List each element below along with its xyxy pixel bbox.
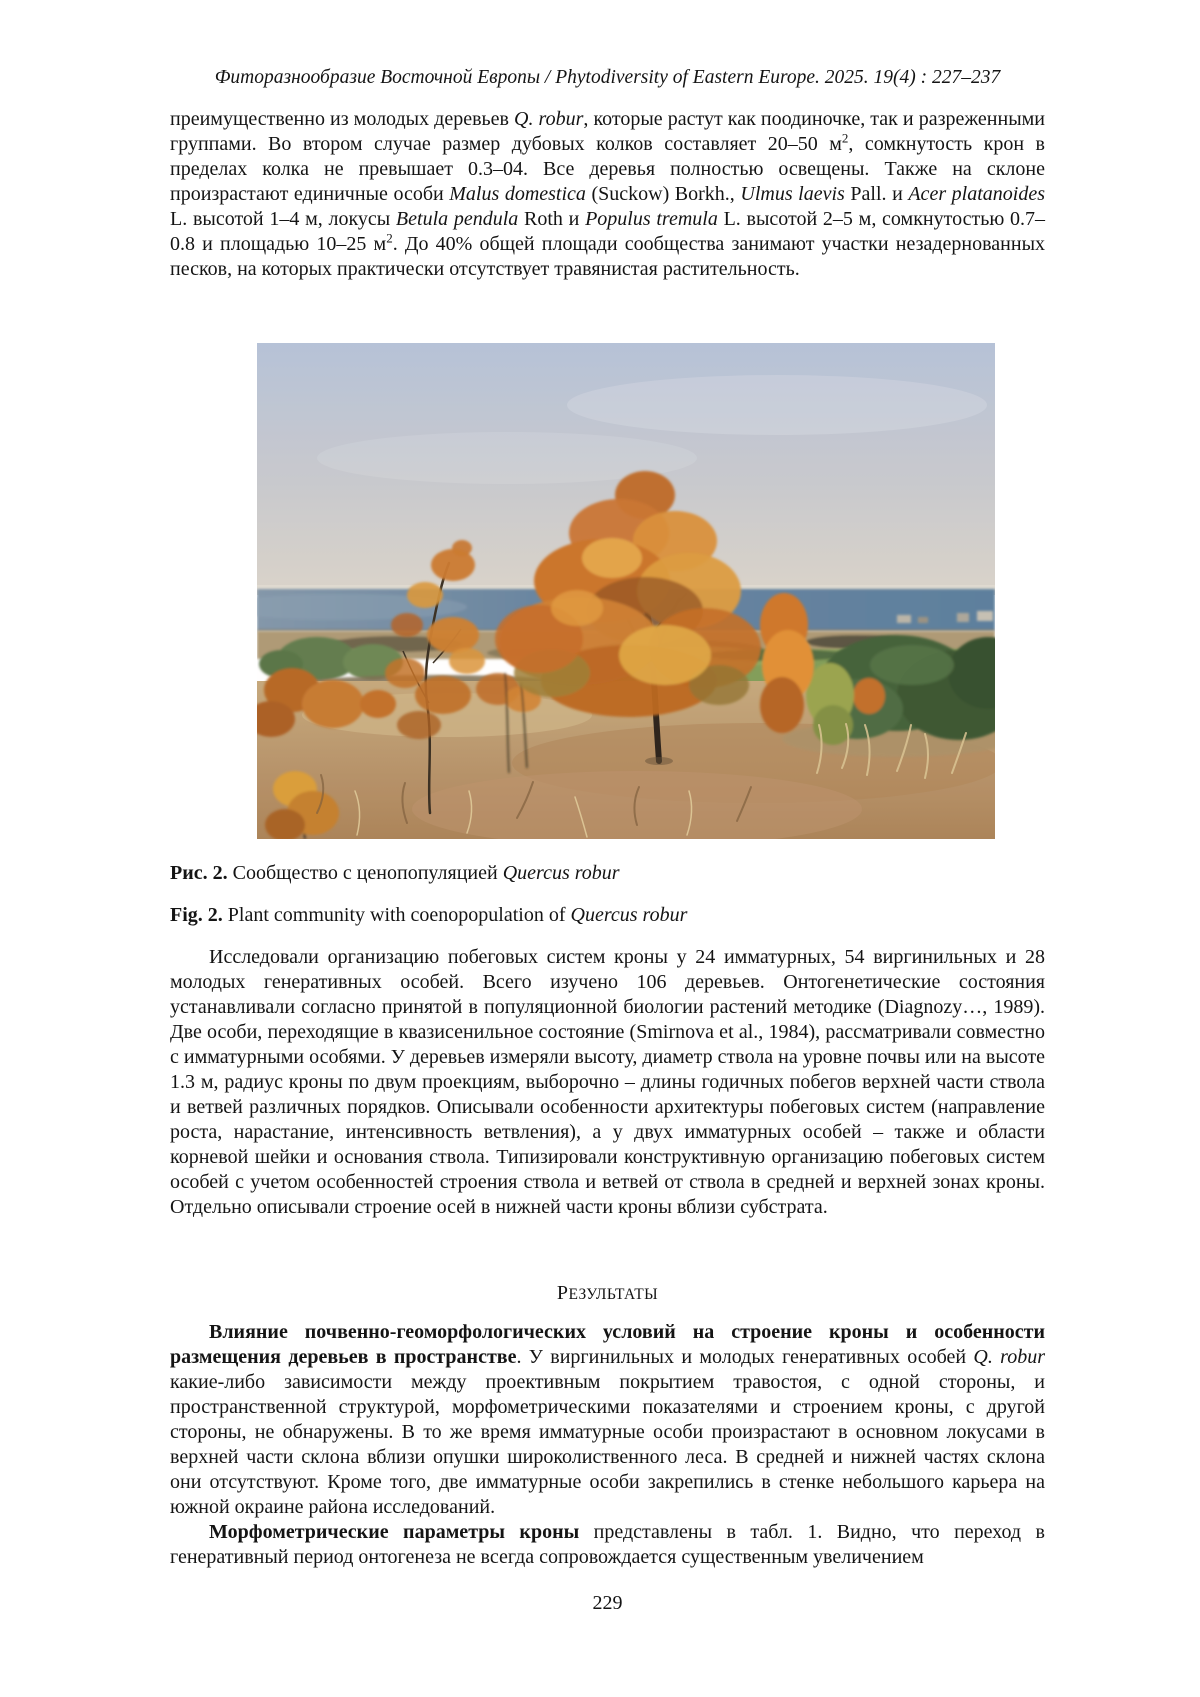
body-paragraph-2: Исследовали организацию побеговых систем кроны у 24 имматурных, 54 виргинильных и 28 молодых генеративных особей. Всего изучено 106 деревьев. Онтогенетические состояния устанавливали согласно принятой в популяционной биологии растений методике (Diagnozy…, 1989). Две особи, переходящие в квазисенильное состояние (Smirnova et al., 1984), рассматривали совместно с имматурными особями. У деревьев измеряли высоту, диаметр ствола на уровне почвы или на высоте 1.3 м, радиус кроны по двум проекциям, выборочно – длины годичных побегов верхней части ствола и ветвей различных порядков. Описывали особенности архитектуры побеговых систем (направление роста, нарастание, интенсивность ветвления), а у двух имматурных особей – также и области корневой шейки и основания ствола. Типизировали конструктивную организацию побеговых систем особей с учетом особенностей строения ствола и ветвей от ствола в средней и верхней зонах кроны. Отдельно описывали строение осей в нижней части кроны вблизи субстрата. — [170, 946, 1045, 1218]
figure-photo — [257, 343, 995, 839]
figure-caption-en: Fig. 2. Plant community with coenopopulation of Quercus robur — [170, 904, 688, 926]
section-heading-results: РЕЗУЛЬТАТЫ — [556, 1282, 659, 1304]
figure-caption-ru: Рис. 2. Сообщество с ценопопуляцией Quercus robur — [170, 862, 620, 884]
body-paragraph-1: преимущественно из молодых деревьев Q. robur, которые растут как поодиночке, так и разреженными группами. Во втором случае размер дубовых колков составляет 20–50 $м^2$, сомкнутость крон в пределах колка не превышает 0.3–04. Все деревья полностью освещены. Также на склоне произрастают единичные особи Malus domestica (Suckow) Borkh., Ulmus laevis Pall. и Acer platanoides L. высотой 1–4 м, локусы Betula pendula Roth и Populus tremula L. высотой 2–5 м, сомкнутостью 0.7–0.8 и площадью 10–25 $м^2$. До 40% общей площади сообщества занимают участки незадернованных песков, на которых практически отсутствует травянистая растительность. — [170, 108, 1046, 280]
photo-haze-overlay — [257, 343, 995, 839]
journal-running-head: Фиторазнообразие Восточной Европы / Phytodiversity of Eastern Europe. 2025. 19(4) : 227–237 — [214, 67, 1001, 88]
body-paragraph-4: Морфометрические параметры кроны представлены в табл. 1. Видно, что переход в генеративный период онтогенеза не всегда сопровождается существенным увеличением — [170, 1521, 1045, 1568]
figure-2 — [257, 343, 995, 839]
body-paragraph-3: Влияние почвенно-геоморфологических условий на строение кроны и особенности размещения деревьев в пространстве. У виргинильных и молодых генеративных особей Q. robur какие-либо зависимости между проективным покрытием травостоя, с одной стороны, и пространственной структурой, морфометрическими показателями и строением кроны, с другой стороны, не обнаружены. В то же время имматурные особи произрастают в основном локусами в верхней части склона вблизи опушки широколиственного леса. В средней и нижней частях склона они отсутствуют. Кроме того, две имматурные особи закрепились в стенке небольшого карьера на южной окраине района исследований. — [170, 1321, 1045, 1518]
page-number: 229 — [592, 1592, 623, 1614]
results-paragraphs — [170, 1320, 1045, 1570]
